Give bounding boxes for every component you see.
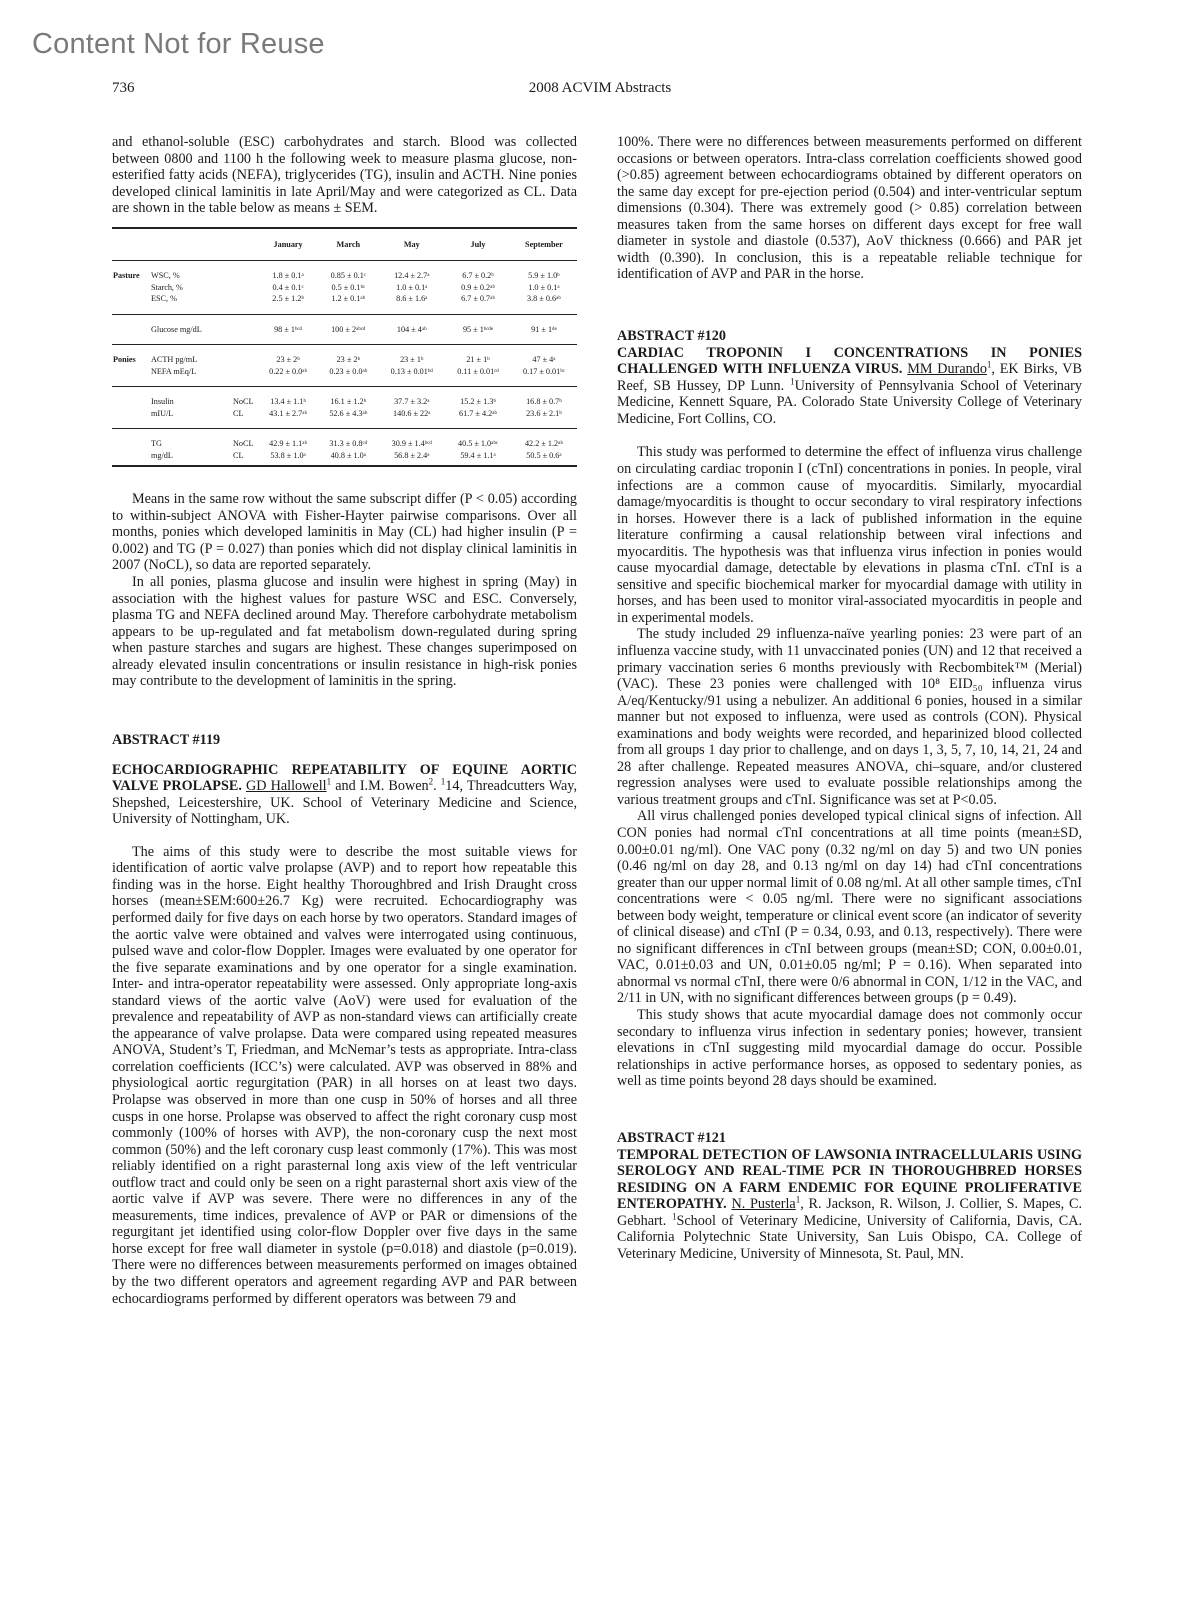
table-row: Insulin NoCL 13.4 ± 1.1ᵇ 16.1 ± 1.2ᵇ 37.7 ± 3.2ᵃ 15.2 ± 1.3ᵇ 16.8 ± 0.7ᵇ [112,387,577,408]
table-header [232,228,258,261]
table-header: March [318,228,378,261]
abstract-119 [112,732,577,1307]
table-header [112,228,150,261]
discussion-paragraph: In all ponies, plasma glucose and insulin were highest in spring (May) in association with the highest values for pasture WSC and ESC. Conversely, plasma TG and NEFA declined around May. Therefore carbohydrate metabolism appears to be up-regulated and fat metabolism down-regulated during spring when pasture starches and sugars are highest. These changes superimposed on already elevated insulin concentrations or insulin resistance in high-risk ponies may contribute to the development of laminitis in the spring. [112,573,577,690]
table-row: Pasture WSC, % 1.8 ± 0.1ᵃ 0.85 ± 0.1ᶜ 12.4 ± 2.7ᵃ 6.7 ± 0.2ᵇ 5.9 ± 1.0ᵇ [113,271,560,281]
abstract-paragraph: All virus challenged ponies developed typical clinical signs of infection. All CON ponies had normal cTnI concentrations at all time points (mean±SD, 0.00±0.01 ng/ml). One VAC pony (0.32 ng/ml on day 5) and two UN ponies (0.46 ng/ml on day 28, and 0.13 ng/ml on day 14) had cTnI concentrations greater than our upper normal limit of 0.08 ng/ml. At all other sample times, cTnI concentrations were < 0.05 ng/ml. There were no significant associations between body weight, temperature or clinical event score (an indicator of severity of clinical disease) and cTnI (P = 0.34, 0.93, and 0.13, respectively). There were no significant differences in cTnI between groups (mean±SD; CON, 0.00±0.01, VAC, 0.01±0.03 and UN, 0.01±0.05 ng/ml; P = 0.16). When separated into abnormal vs normal cTnI, there were 0/6 abnormal in CON, 1/12 in the VAC, and 2/11 in UN, with no significant differences between groups (p = 0.49). [617,808,1082,1007]
right-column [617,134,1082,1262]
table-header: May [378,228,445,261]
abstract-title-block: TEMPORAL DETECTION OF LAWSONIA INTRACELLULARIS USING SEROLOGY AND REAL-TIME PCR IN THOROUGHBRED HORSES RESIDING ON A FARM ENDEMIC FOR EQUINE PROLIFERATIVE ENTEROPATHY. N. Pusterla$^1$, R. Jackson, R. Wilson, J. Collier, S. Mapes, C. Gebhart. $^1$School of Veterinary Medicine, University of California, Davis, CA. California Polytechnic State University, San Luis Obispo, CA. College of Veterinary Medicine, University of Minnesota, St. Paul, MN. [617,1146,1082,1262]
table-row: Starch, % 0.4 ± 0.1ᶜ 0.5 ± 0.1ᵇᶜ 1.0 ± 0.1ᵃ 0.9 ± 0.2ᵃᵇ 1.0 ± 0.1ᵃ [151,282,560,292]
table-header: July [445,228,511,261]
presenting-author: N. Pusterla [731,1196,796,1213]
table-header: September [511,228,577,261]
co-authors: R. Jackson, R. Wilson, J. Collier, S. Mapes, C. Gebhart [617,1196,1082,1229]
presenting-author: MM Durando [907,361,987,378]
affiliations: 14, Threadcutters Way, Shepshed, Leicestershire, UK. School of Veterinary Medicine and Science, University of Nottingham, UK. [112,778,577,828]
abstract-paragraph: This study shows that acute myocardial damage does not commonly occur secondary to influenza virus infection in sedentary ponies; however, transient elevations in cTnI suggesting mild myocardial damage do occur. Possible relationships in active performance horses, as opposed to sedentary ponies, as well as time points beyond 28 days should be examined. [617,1007,1082,1090]
table-row: TG NoCL 42.9 ± 1.1ᵃᵇ 31.3 ± 0.8ᶜᵈ 30.9 ± 1.4ᵇᶜᵈ 40.5 ± 1.0ᵃᵇᶜ 42.2 ± 1.2ᵃᵇ [112,429,577,450]
table-note-paragraph: Means in the same row without the same subscript differ (P < 0.05) according to within-subject ANOVA with Fisher-Hayter pairwise comparisons. Over all months, ponies which developed laminitis in May (CL) had higher insulin (P = 0.002) and TG (P = 0.027) than ponies which did not display clinical laminitis in 2007 (NoCL), so data are reported separately. [112,491,577,574]
left-column [112,134,577,1307]
abstract-body: The aims of this study were to describe the most suitable views for identification of aortic valve prolapse (AVP) and to report how repeatable this finding was in the horse. Eight healthy Thoroughbred and Irish Draught cross horses (mean±SEM:600±26.7 Kg) were recruited. Echocardiography was performed daily for five days on each horse by two operators. Standard images of the aortic valve were obtained and valves were interrogated using continuous, pulsed wave and color-flow Doppler. Images were evaluated by one operator for the five separate examinations and by one operator for a single examination. Inter- and intra-operator repeatability were assessed. Only appropriate long-axis standard views of the aortic valve (AoV) were used for evaluation of the prevalence and repeatability of AVP as non-standard views can artificially create the appearance of valve prolapse. Data were compared using repeated measures ANOVA, Student’s T, Friedman, and McNemar’s tests as appropriate. Intra-class correlation coefficients (ICC’s) were calculated. AVP was observed in 88% and physiological aortic regurgitation (PAR) in all horses on at least two days. Prolapse was observed in more than one cusp in 50% of horses and all three cusps in one horse. Prolapse was observed to affect the right coronary cusp most commonly (100% of horses with AVP), the non-coronary cusp the next most common (50%) and the left coronary cusp least commonly (17%). This was most reliably identified on a right parasternal long axis view of the left ventricular outflow tract and could only be seen on a right parasternal short axis view of the aortic valve if AVP was severe. There were no differences in any of the measurements, time indices, prevalence of AVP or PAR or dimensions of the regurgitant jet identified using color-flow Doppler over five days in the same horse except for free wall diameter in systole (p=0.018) and diastole (p=0.019). There were no differences between measurements performed on images obtained by the two different operators and agreement regarding AVP and PAR between echocardiograms performed by different operators was between 79 and [112,843,577,1307]
abstract-121 [617,1130,1082,1263]
table-header: January [258,228,318,261]
watermark: Content Not for Reuse [32,28,325,60]
intro-paragraph: and ethanol-soluble (ESC) carbohydrates and starch. Blood was collected between 0800 and 1100 h the following week to measure plasma glucose, non-esterified fatty acids (NEFA), triglycerides (TG), insulin and ACTH. Nine ponies developed clinical laminitis in late April/May and were categorized as CL. Data are shown in the table below as means ± SEM. [112,134,577,217]
table-row: Ponies ACTH pg/mL 23 ± 2ᵇ 23 ± 2ᵇ 23 ± 1ᵇ 21 ± 1ᵇ 47 ± 4ᵃ [112,345,577,366]
table-row: NEFA mEq/L 0.22 ± 0.0ᵃᵇ 0.23 ± 0.0ᵃᵇ 0.13 ± 0.01ᵇᵈ 0.11 ± 0.01ᶜᵈ 0.17 ± 0.01ᵇᶜ [151,366,565,376]
abstract-number: ABSTRACT #119 [112,731,221,748]
running-head: 2008 ACVIM Abstracts [528,80,672,96]
table-header-row [112,228,577,261]
data-table [112,227,577,468]
abstract-title: ECHOCARDIOGRAPHIC REPEATABILITY OF EQUINE AORTIC VALVE PROLAPSE. [112,761,577,795]
table-header [150,228,232,261]
abstract-paragraph: The study included 29 influenza-naïve yearling ponies: 23 were part of an influenza vaccine study, with 11 unvaccinated ponies (UN) and 12 that received a primary vaccination series 6 months previously with Recbombitek™ (Merial) (VAC). These 23 ponies were challenged with 10⁸ EID₅₀ influenza virus A/eq/Kentucky/91 using a nebulizer. An additional 6 ponies, housed in a similar manner but not exposed to influenza, were used as controls (CON). Physical examinations and body weights were recorded, and heparinized blood collected from all groups 1 day prior to challenge, and on days 1, 3, 5, 7, 10, 14, 21, 24 and 28 after challenge. Repeated measures ANOVA, chi–square, and/or clustered regression analyses were used to evaluate possible relationships among the various treatment groups and cTnI. Significance was set at P<0.05. [617,626,1082,808]
table-row: ESC, % 2.5 ± 1.2ᵇ 1.2 ± 0.1ᵃᵇ 8.6 ± 1.6ᵃ 6.7 ± 0.7ᵃᵇ 3.8 ± 0.6ᵃᵇ [151,294,561,304]
abstract-120 [617,328,1082,1090]
table-row: mIU/L CL 43.1 ± 2.7ᵃᵇ 52.6 ± 4.3ᵃᵇ 140.6 ± 22ᵃ 61.7 ± 4.2ᵃᵇ 23.6 ± 2.1ᵇ [151,408,562,418]
presenting-author: GD Hallowell [246,778,327,795]
co-authors: and I.M. Bowen [335,778,429,795]
abstract-title: TEMPORAL DETECTION OF LAWSONIA INTRACELLULARIS USING SEROLOGY AND REAL-TIME PCR IN THOROUGHBRED HORSES RESIDING ON A FARM ENDEMIC FOR EQUINE PROLIFERATIVE ENTEROPATHY. [617,1146,1082,1213]
abstract-paragraph: This study was performed to determine the effect of influenza virus challenge on circulating cardiac troponin I (cTnI) concentrations in ponies. In people, viral infections are a common cause of myocarditis. Similarly, myocardial damage/myocarditis is thought to occur secondary to viral respiratory infections in horses. However there is a lack of published information in the equine literature confirming a causal relationship between viral infections and myocarditis. The hypothesis was that influenza virus infection in ponies would cause myocardial damage, detectable by elevations in plasma cTnI. cTnI is a sensitive and specific biochemical marker for myocardial damage with utility in horses, and has been used to monitor viral-associated myocarditis in people and in experimental models. [617,444,1082,626]
affiliations: School of Veterinary Medicine, University of California, Davis, CA. California Polytechnic State University, San Luis Obispo, CA. College of Veterinary Medicine, University of Minnesota, St. Paul, MN. [617,1212,1082,1262]
abstract-title: CARDIAC TROPONIN I CONCENTRATIONS IN PONIES CHALLENGED WITH INFLUENZA VIRUS. [617,344,1082,378]
abstract-title-block: CARDIAC TROPONIN I CONCENTRATIONS IN PONIES CHALLENGED WITH INFLUENZA VIRUS. MM Durando$^1$, EK Birks, VB Reef, SB Hussey, DP Lunn. $^1$University of Pennsylvania School of Veterinary Medicine, Kennett Square, PA. Colorado State University College of Veterinary Medicine, Fort Collins, CO. [617,344,1083,427]
abstract-title-block: ECHOCARDIOGRAPHIC REPEATABILITY OF EQUINE AORTIC VALVE PROLAPSE. GD Hallowell$^1$ and I.M. Bowen$^2$. $^1$14, Threadcutters Way, Shepshed, Leicestershire, UK. School of Veterinary Medicine and Science, University of Nottingham, UK. [112,761,577,828]
table-row: Glucose mg/dL 98 ± 1ᵇᶜᵈ 100 ± 2ᵃᵇᶜᵈ 104 ± 4ᵃᵇ 95 ± 1ᵇᶜᵈᵉ 91 ± 1ᵈᵉ [112,314,577,345]
abstract-number: ABSTRACT #120 [617,327,726,344]
co-authors: EK Birks, VB Reef, SB Hussey, DP Lunn [617,361,1083,394]
affiliations: University of Pennsylvania School of Veterinary Medicine, Kennett Square, PA. Colorado State University College of Veterinary Medicine, Fort Collins, CO. [617,377,1083,427]
abstract-number: ABSTRACT #121 [617,1129,726,1146]
page-number: 736 [112,80,135,96]
table-row: mg/dL CL 53.8 ± 1.0ᵃ 40.8 ± 1.0ᵃ 56.8 ± 2.4ᵃ 59.4 ± 1.1ᵃ 50.5 ± 0.6ᵃ [112,450,577,467]
continuation-paragraph: 100%. There were no differences between measurements performed on different occasions or between operators. Intra-class correlation coefficients showed good (>0.85) agreement between echocardiograms obtained by different operators on the same day except for pre-ejection period (0.504) and inter-ventricular septum dimensions (0.304). There was extremely good (> 0.85) correlation between measures taken from the same horses on different days except for free wall diameter in systole and diastole (0.537), AoV thickness (0.666) and PAR jet width (0.390). In conclusion, this is a repeatable reliable technique for identification of AVP and PAR in the horse. [617,134,1082,283]
